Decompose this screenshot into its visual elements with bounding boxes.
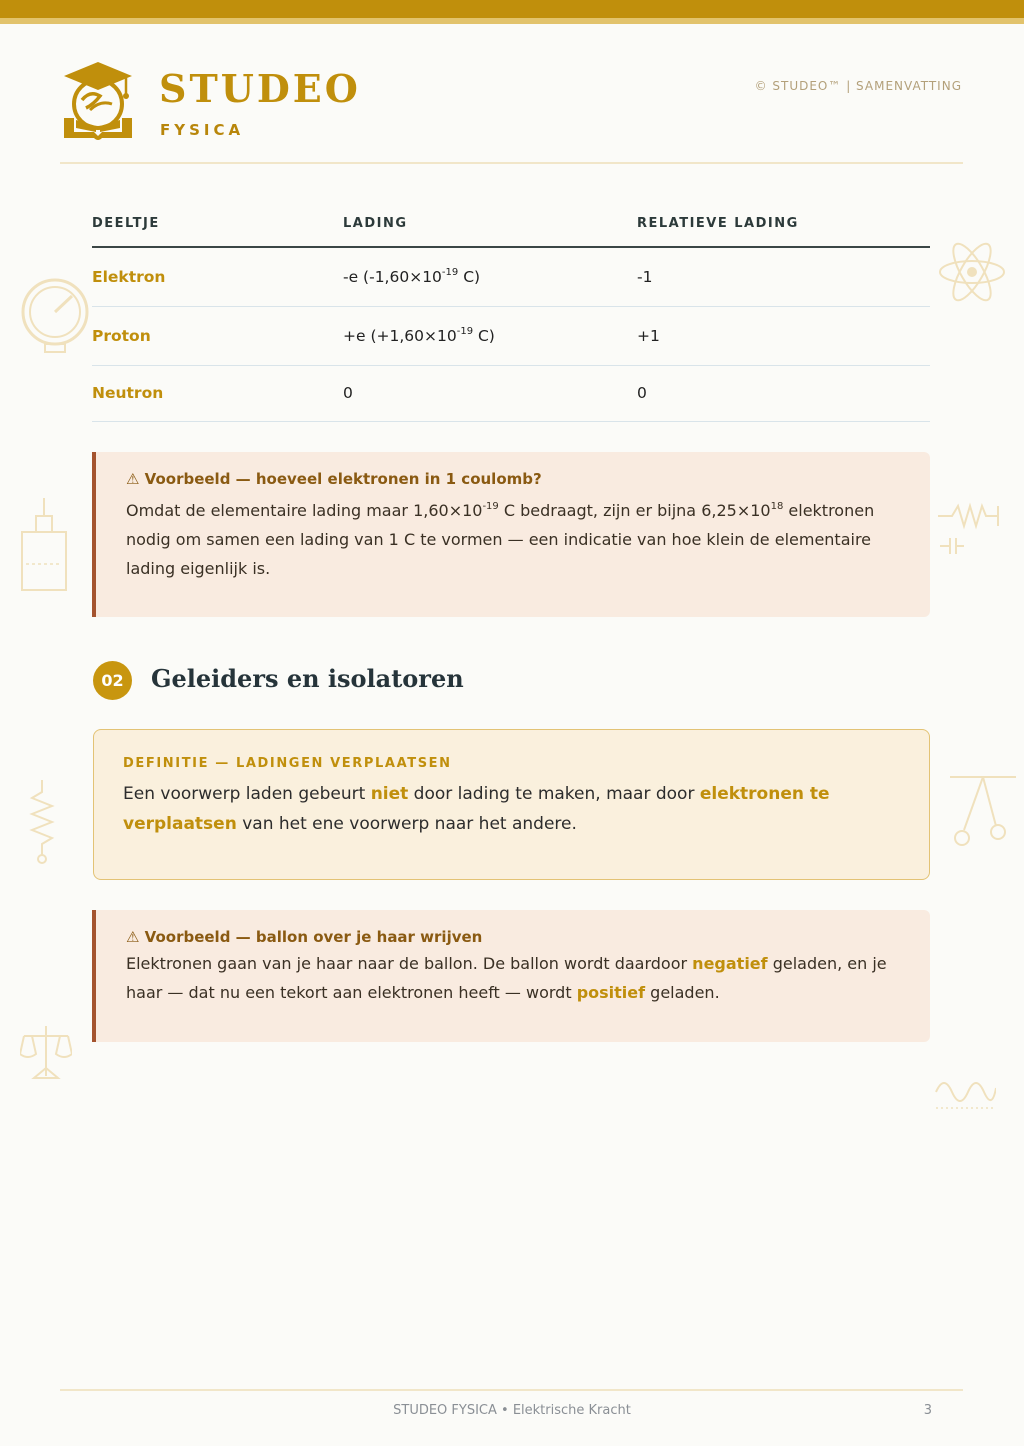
top-accent-bar [0, 0, 1024, 18]
example-callout-balloon [92, 910, 930, 1042]
table-row [92, 306, 930, 365]
definition-box [93, 729, 930, 880]
copyright-label: © STUDEO™ | SAMENVATTING [754, 79, 962, 93]
column-header-relative-charge: RELATIEVE LADING [637, 200, 930, 247]
highlight-term: elektronen te verplaatsen [123, 784, 830, 834]
pendulum-icon [950, 774, 1016, 848]
particle-relative-charge: +1 [637, 306, 930, 365]
table-row [92, 247, 930, 306]
battery-icon [20, 496, 68, 592]
particle-charge: -e ($-1,60\times 10^{-19}$ C) [343, 247, 637, 306]
definition-body: Een voorwerp laden gebeurt niet door lading te maken, maar door elektronen te verplaatsen van het ene voorwerp naar het andere. [123, 784, 830, 834]
highlight-term: niet [370, 784, 409, 804]
graduation-cap-book-logo-icon [60, 60, 136, 142]
example-title: ⚠ Voorbeeld — ballon over je haar wrijven [126, 928, 483, 946]
spring-icon [28, 780, 56, 864]
highlight-term: positief [576, 983, 646, 1002]
top-accent-stripe [0, 18, 1024, 24]
particle-relative-charge: 0 [637, 365, 930, 421]
table-header-row [92, 200, 930, 247]
brand-name: STUDEO [159, 66, 361, 111]
resistor-capacitor-icon [936, 500, 1000, 558]
balance-scale-icon [20, 1024, 72, 1082]
particle-relative-charge: -1 [637, 247, 930, 306]
header-divider [60, 162, 963, 164]
particle-charge-table [92, 200, 930, 422]
footer-title: STUDEO FYSICA • Elektrische Kracht [393, 1403, 631, 1418]
example-body: Omdat de elementaire lading maar $1,60\times 10^{-19}$ C bedraagt, zijn er bijna $6,25\times 10^{18}$ elektronen nodig om samen een lading van 1 C te vormen — een indicatie van hoe klein de elementaire lading eigenlijk is. [126, 501, 875, 578]
particle-name: Elektron [92, 247, 343, 306]
example-callout-coulomb [92, 452, 930, 617]
particle-charge: +e ($+1,60\times 10^{-19}$ C) [343, 306, 637, 365]
footer-divider [60, 1389, 963, 1391]
particle-name: Neutron [92, 365, 343, 421]
section-number-badge: 02 [93, 661, 132, 700]
section-title: Geleiders en isolatoren [151, 664, 464, 693]
atom-icon [938, 242, 1006, 302]
particle-charge: 0 [343, 365, 637, 421]
definition-title: DEFINITIE — LADINGEN VERPLAATSEN [123, 756, 452, 771]
example-title: ⚠ Voorbeeld — hoeveel elektronen in 1 coulomb? [126, 470, 542, 488]
column-header-charge: LADING [343, 200, 637, 247]
gauge-icon [20, 278, 90, 356]
page-number: 3 [923, 1403, 932, 1418]
particle-name: Proton [92, 306, 343, 365]
example-body: Elektronen gaan van je haar naar de ballon. De ballon wordt daardoor negatief geladen, en je haar — dat nu een tekort aan elektronen heeft — wordt positief geladen. [126, 954, 887, 1002]
table-row [92, 365, 930, 421]
wave-icon [934, 1074, 996, 1112]
column-header-particle: DEELTJE [92, 200, 343, 247]
highlight-term: negatief [692, 954, 768, 973]
brand-subject: FYSICA [160, 121, 245, 139]
